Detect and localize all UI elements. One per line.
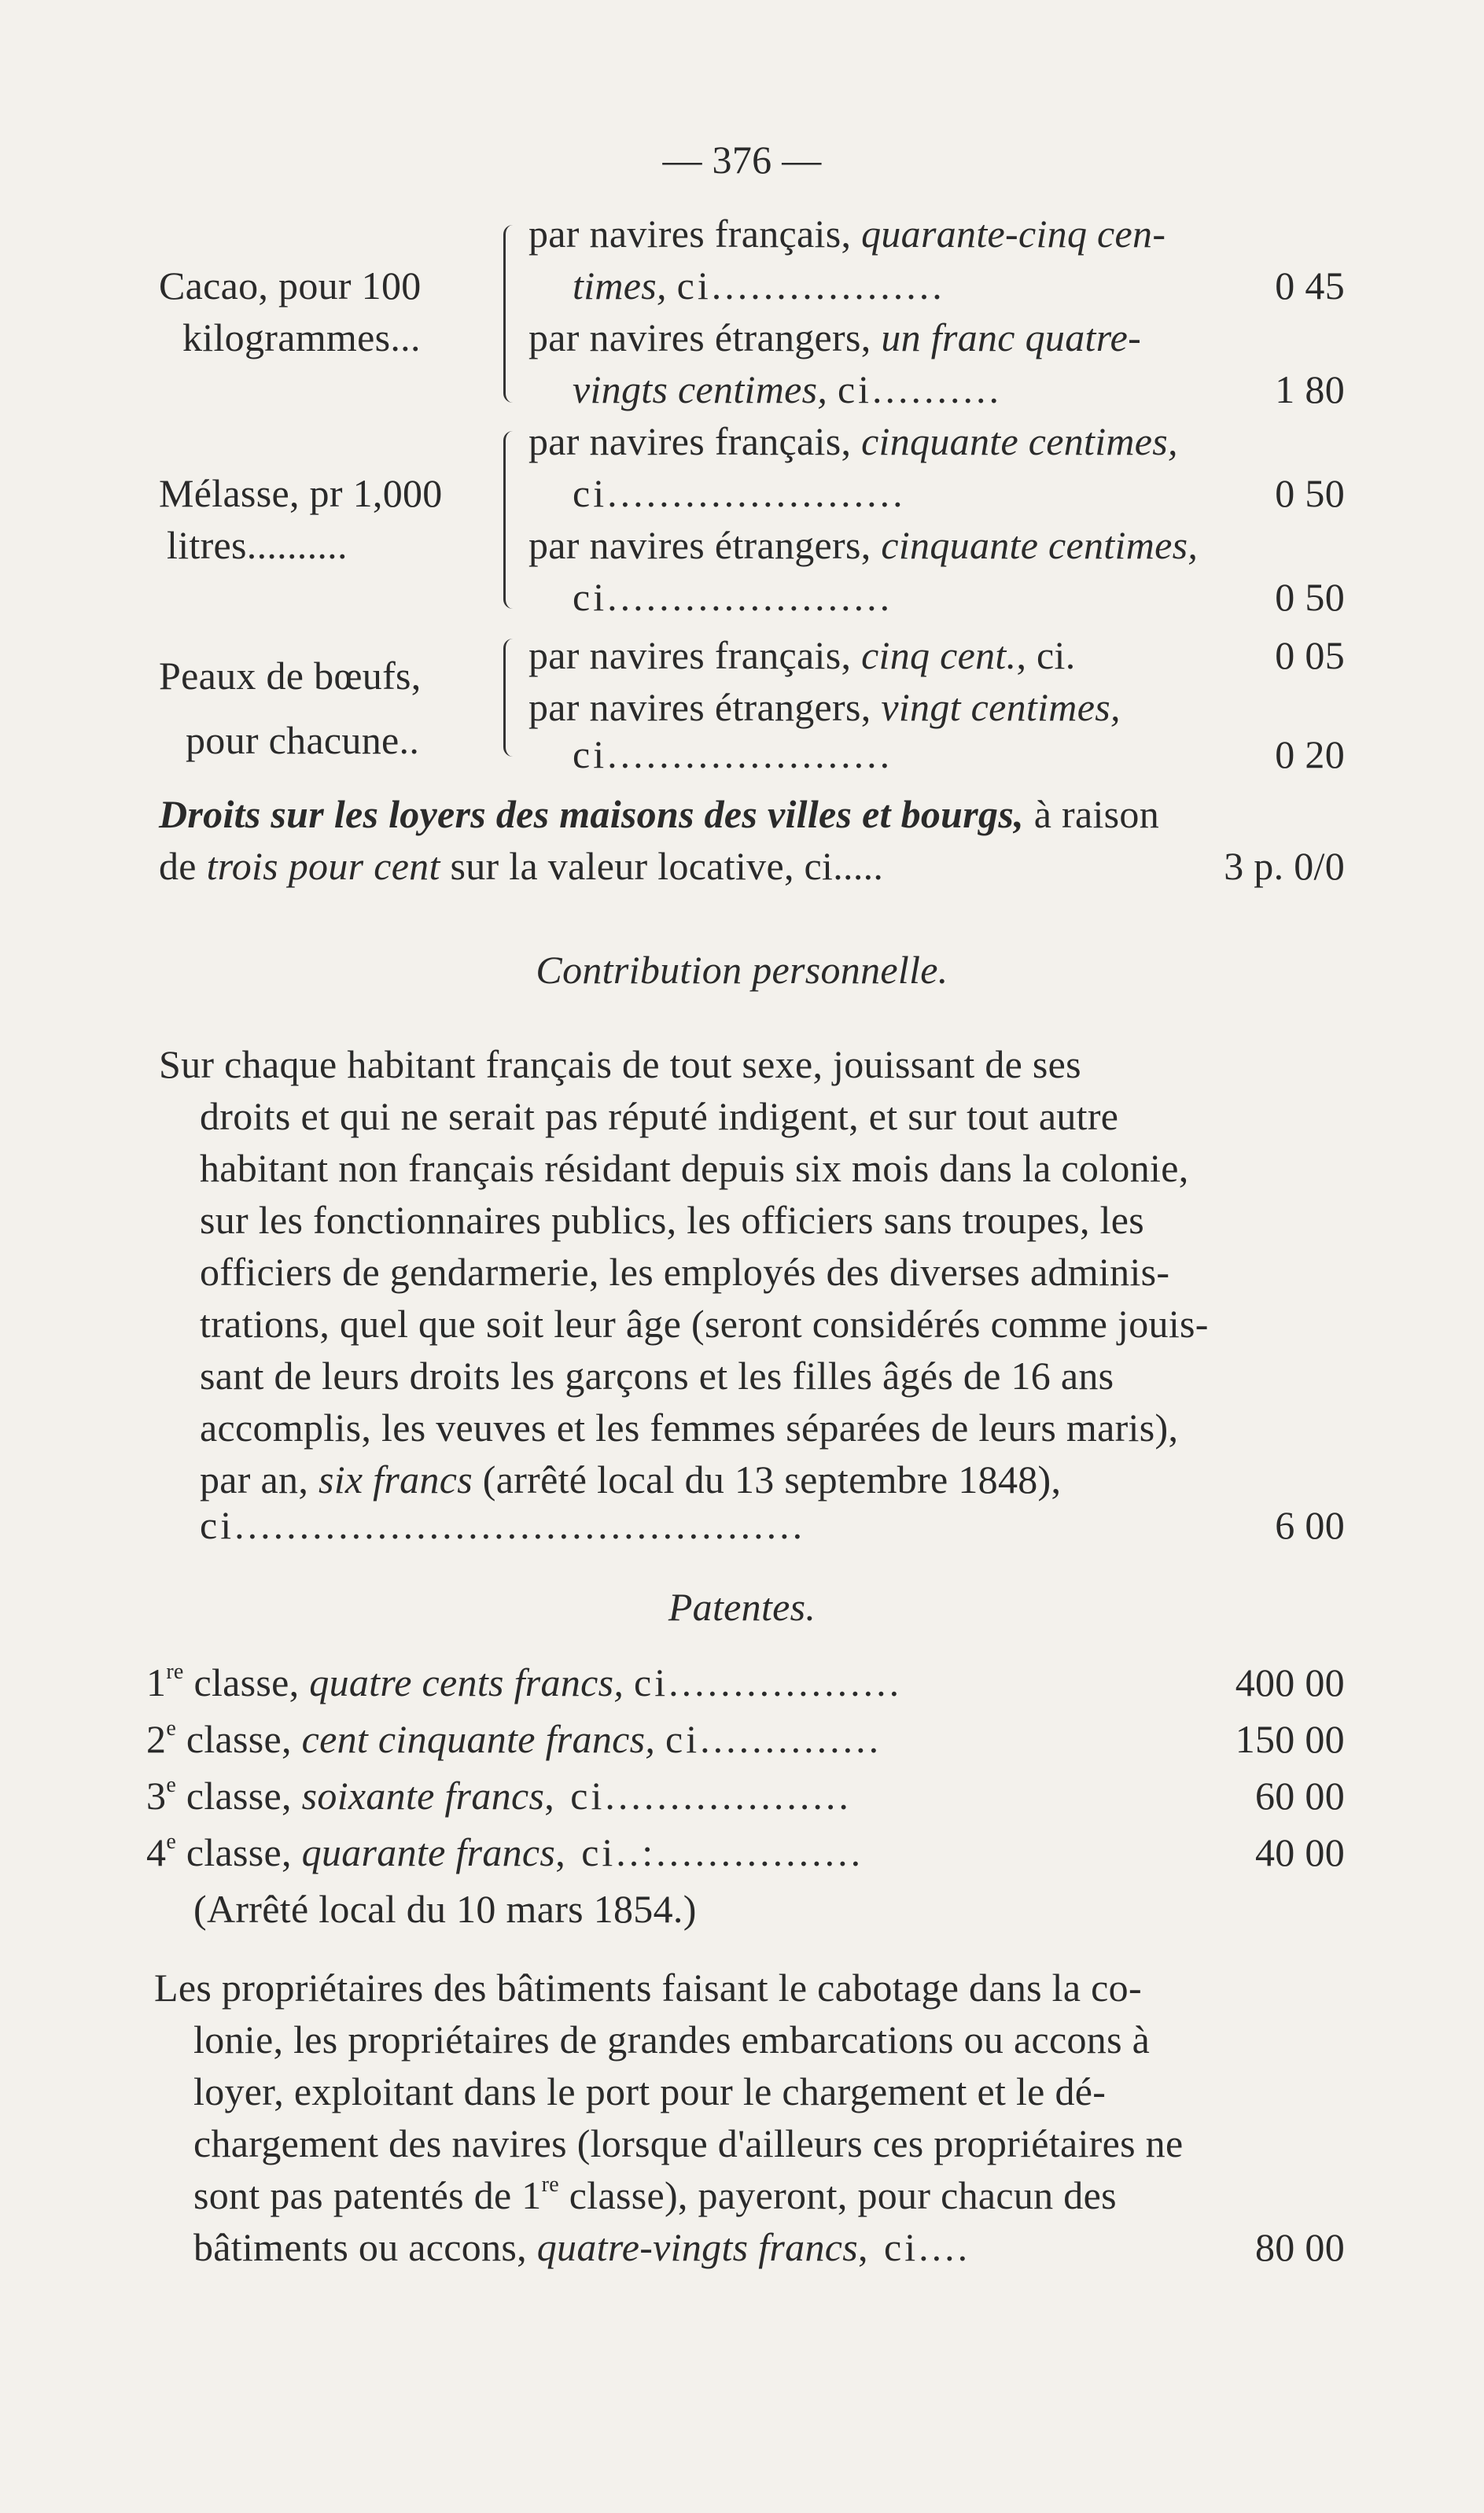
contribution-line-3: habitant non français résidant depuis six mois dans la colonie, bbox=[200, 1146, 1189, 1190]
contribution-line-1: Sur chaque habitant français de tout sexe, jouissant de ses bbox=[159, 1042, 1081, 1086]
patentes-row-3-value: 60 00 bbox=[1255, 1774, 1345, 1818]
cacao-line-2-value: 0 45 bbox=[1275, 263, 1345, 308]
droits-title-italic: Droits sur les loyers des maisons des villes et bourgs, bbox=[159, 792, 1024, 836]
patentes-title: Patentes. bbox=[668, 1585, 816, 1629]
proprietaires-line-6-b: , ci.... bbox=[858, 2225, 971, 2269]
peaux-line-3 bbox=[573, 728, 1345, 780]
contribution-ci-value: 6 00 bbox=[1275, 1503, 1345, 1547]
proprietaires-line-5 bbox=[193, 2169, 1117, 2221]
proprietaires-line-5-sup: re bbox=[541, 2172, 559, 2197]
cacao-line-4-italic: vingts centimes, bbox=[573, 367, 838, 411]
patentes-row-2-italic: cent cinquante francs, bbox=[301, 1717, 665, 1761]
melasse-line-3 bbox=[528, 519, 1198, 571]
peaux-line-1-italic: cinq cent. bbox=[861, 633, 1017, 677]
droits-line-2-value: 3 p. 0/0 bbox=[1224, 844, 1345, 888]
contribution-line-2: droits et qui ne serait pas réputé indigent, et sur tout autre bbox=[200, 1094, 1119, 1138]
peaux-line-3-dots: ci...................... bbox=[573, 732, 893, 776]
contribution-ci-dots: ci............................................ bbox=[200, 1503, 806, 1547]
cacao-line-2-italic: times, bbox=[573, 263, 677, 308]
patentes-row-4 bbox=[146, 1826, 1345, 1878]
patentes-row-1-value: 400 00 bbox=[1235, 1660, 1345, 1704]
cacao-label-1: Cacao, pour 100 bbox=[159, 263, 422, 308]
peaux-line-2 bbox=[528, 681, 1121, 733]
peaux-brace bbox=[503, 639, 517, 757]
melasse-line-4 bbox=[573, 571, 1345, 623]
contribution-line-7: sant de leurs droits les garçons et les filles âgés de 16 ans bbox=[200, 1354, 1114, 1398]
patentes-row-1-num: 1 bbox=[146, 1660, 167, 1704]
melasse-label-1: Mélasse, pr 1,000 bbox=[159, 471, 443, 515]
cacao-line-1-text: par navires français, bbox=[528, 212, 862, 256]
cacao-line-2-dots: ci.................. bbox=[676, 263, 945, 308]
patentes-row-2 bbox=[146, 1713, 1345, 1765]
patentes-arrete: (Arrêté local du 10 mars 1854.) bbox=[193, 1887, 697, 1931]
contribution-line-9 bbox=[200, 1454, 1061, 1505]
cacao-line-4 bbox=[573, 363, 1345, 415]
patentes-row-3-italic: soixante francs bbox=[301, 1774, 545, 1818]
droits-line-2-b: sur la valeur locative, ci..... bbox=[440, 844, 884, 888]
peaux-line-1-text: par navires français, bbox=[528, 633, 862, 677]
patentes-row-1-italic: quatre cents francs, bbox=[309, 1660, 634, 1704]
peaux-label-1: Peaux de bœufs, bbox=[159, 654, 422, 698]
contribution-line-8: accomplis, les veuves et les femmes séparées de leurs maris), bbox=[200, 1406, 1179, 1450]
droits-line-2-a: de bbox=[159, 844, 207, 888]
patentes-row-3-text: classe, bbox=[176, 1774, 302, 1818]
cacao-line-2 bbox=[573, 260, 1345, 311]
patentes-row-3-dots: , ci................... bbox=[544, 1774, 852, 1818]
patentes-row-1-text: classe, bbox=[183, 1660, 310, 1704]
contribution-last-b: (arrêté local du 13 septembre 1848), bbox=[472, 1457, 1062, 1502]
droits-line-2-italic: trois pour cent bbox=[206, 844, 440, 888]
peaux-line-2-italic: vingt centimes, bbox=[881, 685, 1121, 729]
cacao-line-1 bbox=[528, 208, 1165, 260]
proprietaires-line-6 bbox=[193, 2221, 1345, 2273]
proprietaires-line-4: chargement des navires (lorsque d'ailleurs ces propriétaires ne bbox=[193, 2121, 1184, 2165]
patentes-row-2-num: 2 bbox=[146, 1717, 167, 1761]
contribution-last-italic: six francs bbox=[318, 1457, 473, 1502]
melasse-line-4-value: 0 50 bbox=[1275, 575, 1345, 619]
patentes-row-2-value: 150 00 bbox=[1235, 1717, 1345, 1761]
contribution-line-4: sur les fonctionnaires publics, les officiers sans troupes, les bbox=[200, 1198, 1145, 1242]
droits-line-2 bbox=[159, 840, 1345, 892]
page-number: — 376 — bbox=[662, 138, 822, 182]
cacao-line-4-value: 1 80 bbox=[1275, 367, 1345, 411]
patentes-row-4-sup: e bbox=[166, 1829, 177, 1854]
peaux-line-1-value: 0 05 bbox=[1275, 633, 1345, 677]
melasse-brace bbox=[503, 431, 517, 609]
contribution-title: Contribution personnelle. bbox=[536, 948, 948, 992]
proprietaires-line-1: Les propriétaires des bâtiments faisant le cabotage dans la co- bbox=[154, 1966, 1142, 2010]
patentes-row-4-num: 4 bbox=[146, 1830, 167, 1874]
proprietaires-line-5-a: sont pas patentés de 1 bbox=[193, 2173, 542, 2217]
proprietaires-line-5-b: classe), payeront, pour chacun des bbox=[558, 2173, 1117, 2217]
patentes-row-3-sup: e bbox=[166, 1773, 177, 1797]
cacao-label-2: kilogrammes... bbox=[182, 315, 421, 359]
contribution-line-5: officiers de gendarmerie, les employés des diverses adminis- bbox=[200, 1250, 1170, 1294]
melasse-line-1-italic: cinquante centimes, bbox=[861, 419, 1178, 463]
droits-line-1-rest: à raison bbox=[1023, 792, 1159, 836]
patentes-row-2-dots: ci.............. bbox=[665, 1717, 882, 1761]
proprietaires-line-2: lonie, les propriétaires de grandes embarcations ou accons à bbox=[193, 2017, 1151, 2062]
peaux-line-1-ci: , ci. bbox=[1016, 633, 1076, 677]
cacao-line-3-italic: un franc quatre- bbox=[881, 315, 1142, 359]
cacao-line-3-text: par navires étrangers, bbox=[528, 315, 882, 359]
melasse-line-1-text: par navires français, bbox=[528, 419, 862, 463]
patentes-row-2-sup: e bbox=[166, 1716, 177, 1741]
contribution-ci-line bbox=[200, 1499, 1345, 1551]
cacao-line-1-italic: quarante-cinq cen- bbox=[861, 212, 1166, 256]
patentes-row-3 bbox=[146, 1770, 1345, 1822]
melasse-line-2-value: 0 50 bbox=[1275, 471, 1345, 515]
droits-line-1 bbox=[159, 788, 1159, 840]
patentes-row-2-text: classe, bbox=[176, 1717, 302, 1761]
cacao-line-4-dots: ci.......... bbox=[837, 367, 1003, 411]
patentes-row-1 bbox=[146, 1656, 1345, 1708]
peaux-line-1 bbox=[528, 629, 1345, 681]
patentes-row-3-num: 3 bbox=[146, 1774, 167, 1818]
patentes-row-4-italic: quarante francs bbox=[301, 1830, 556, 1874]
melasse-label-2: litres.......... bbox=[167, 523, 348, 567]
contribution-line-6: trations, quel que soit leur âge (seront considérés comme jouis- bbox=[200, 1302, 1209, 1346]
cacao-line-3 bbox=[528, 311, 1141, 363]
proprietaires-line-6-a: bâtiments ou accons, bbox=[193, 2225, 537, 2269]
peaux-label-2: pour chacune.. bbox=[186, 718, 420, 762]
melasse-line-3-text: par navires étrangers, bbox=[528, 523, 882, 567]
melasse-line-2 bbox=[573, 467, 1345, 519]
contribution-last-a: par an, bbox=[200, 1457, 319, 1502]
peaux-line-2-text: par navires étrangers, bbox=[528, 685, 882, 729]
patentes-row-4-dots: , ci..:................ bbox=[555, 1830, 864, 1874]
proprietaires-line-6-italic: quatre-vingts francs bbox=[536, 2225, 859, 2269]
peaux-line-3-value: 0 20 bbox=[1275, 732, 1345, 776]
melasse-line-2-dots: ci....................... bbox=[573, 471, 906, 515]
patentes-row-1-sup: re bbox=[166, 1660, 184, 1684]
melasse-line-1 bbox=[528, 415, 1178, 467]
proprietaires-line-3: loyer, exploitant dans le port pour le chargement et le dé- bbox=[193, 2069, 1107, 2113]
patentes-row-4-value: 40 00 bbox=[1255, 1830, 1345, 1874]
melasse-line-3-italic: cinquante centimes, bbox=[881, 523, 1199, 567]
patentes-row-4-text: classe, bbox=[176, 1830, 302, 1874]
patentes-row-1-dots: ci.................. bbox=[634, 1660, 903, 1704]
proprietaires-line-6-value: 80 00 bbox=[1255, 2225, 1345, 2269]
melasse-line-4-dots: ci...................... bbox=[573, 575, 893, 619]
cacao-brace bbox=[503, 225, 517, 403]
